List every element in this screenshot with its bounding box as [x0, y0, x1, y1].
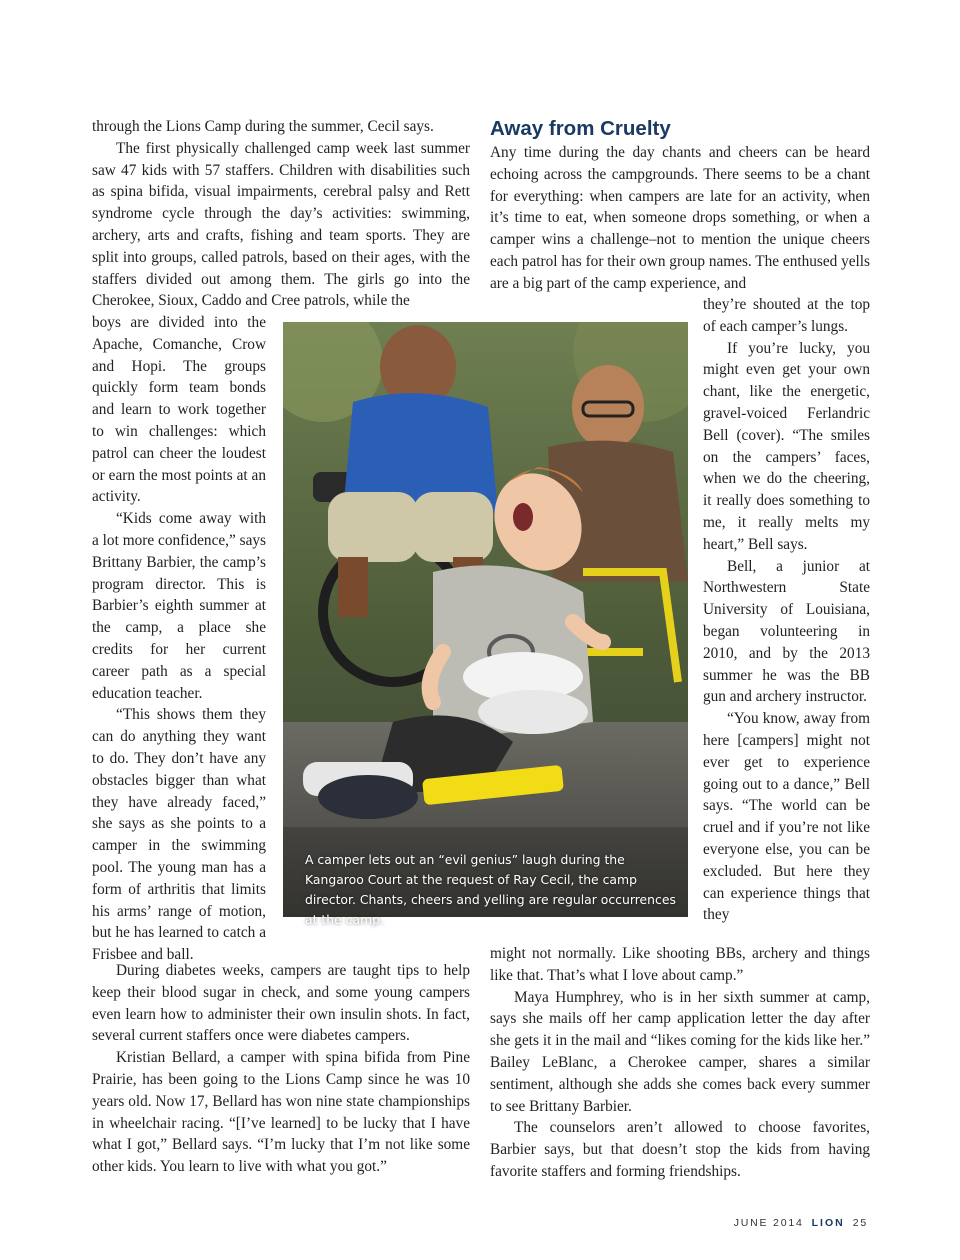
body-paragraph: If you’re lucky, you might even get your own chant, like the energetic, gravel-voiced Ferlandric Bell (cover). “The smiles on the campers’ faces, when we do the cheering, it really does something to me, it really melts my heart,” Bell says. [703, 339, 870, 553]
photo-caption: A camper lets out an “evil genius” laugh during the Kangaroo Court at the request of Ray Cecil, the camp director. Chants, cheers and yelling are regular occurrences at the camp. [305, 852, 676, 927]
body-paragraph: boys are divided into the Apache, Comanche, Crow and Hopi. The groups quickly form team bonds and learn to work together to win challenges: which patrol can cheer the loudest or earn the most points at an activity. [92, 314, 266, 506]
left-column-bottom [92, 960, 470, 1178]
body-paragraph: Any time during the day chants and cheers can be heard echoing across the campgrounds. There seems to be a chant for everything: when campers are late for an activity, when it’s time to eat, when someone drops something, or when a camper wins a challenge–not to mention the unique cheers each patrol has for their own group names. The enthused yells are a big part of the camp experience, and [490, 144, 870, 292]
body-paragraph: The counselors aren’t allowed to choose favorites, Barbier says, but that doesn’t stop the kids from having favorite staffers and forming friendships. [490, 1119, 870, 1180]
body-paragraph: they’re shouted at the top of each camper’s lungs. [703, 296, 870, 335]
body-paragraph: “You know, away from here [campers] might not ever get to experience going out to a dance,” Bell says. “The world can be cruel and if you’re not like everyone else, you can be excluded. But here they can experience things that they [703, 710, 870, 924]
right-column-bottom [490, 943, 870, 1183]
left-column-top [92, 116, 470, 312]
page-footer [734, 1217, 868, 1229]
body-paragraph: Kristian Bellard, a camper with spina bifida from Pine Prairie, has been going to the Lions Camp since he was 10 years old. Now 17, Bellard has won nine state championships in wheelchair racing. “[I’ve learned] to be lucky that I have what I got,” Bellard says. “I’m lucky that I’m not like some other kids. You learn to live with what you got.” [92, 1049, 470, 1176]
camp-photo [283, 322, 688, 917]
body-paragraph: The first physically challenged camp week last summer saw 47 kids with 57 staffers. Children with disabilities such as spina bifida, visual impairments, cerebral palsy and Rett syndrome cycle through the day’s activities: swimming, archery, arts and crafts, fishing and team sports. They are split into groups, called patrols, based on their ages, with the staffers divided out among them. The girls go into the Cherokee, Sioux, Caddo and Cree patrols, while the [92, 139, 470, 310]
body-paragraph: Bell, a junior at Northwestern State University of Louisiana, began volunteering in 2010, and by the 2013 summer he was the BB gun and archery instructor. [703, 557, 870, 706]
footer-date: JUNE 2014 [733, 1217, 804, 1229]
body-paragraph: “This shows them they can do anything they want to do. They don’t have any obstacles bigger than what they have already faced,” she says as she points to a camper in the swimming pool. The young man has a form of arthritis that limits his arms’ range of motion, but he has learned to catch a Frisbee and ball. [92, 706, 266, 964]
body-paragraph: During diabetes weeks, campers are taught tips to help keep their blood sugar in check, and some young campers even learn how to administer their own insulin shots. In fact, several current staffers once were diabetes campers. [92, 962, 470, 1045]
section-heading: Away from Cruelty [490, 117, 671, 140]
page-number: 25 [852, 1217, 868, 1229]
left-column-wrap [92, 312, 266, 966]
body-paragraph: through the Lions Camp during the summer, Cecil says. [92, 118, 434, 135]
body-paragraph: “Kids come away with a lot more confidence,” says Brittany Barbier, the camp’s program director. This is Barbier’s eighth summer at the camp, a place she credits for her current career path as a special education teacher. [92, 510, 266, 702]
footer-magazine-name: LION [811, 1217, 845, 1229]
right-column-top [490, 116, 870, 295]
body-paragraph: Maya Humphrey, who is in her sixth summer at camp, says she mails off her camp application letter the day after she gets it in the mail and “likes coming for the kids like her.” Bailey LeBlanc, a Cherokee camper, shares a similar sentiment, although she adds she comes back every summer to see Brittany Barbier. [490, 988, 870, 1115]
body-paragraph: might not normally. Like shooting BBs, archery and things like that. That’s what I love about camp.” [490, 945, 870, 984]
right-column-wrap [703, 294, 870, 926]
camp-photo-illustration [283, 322, 688, 917]
